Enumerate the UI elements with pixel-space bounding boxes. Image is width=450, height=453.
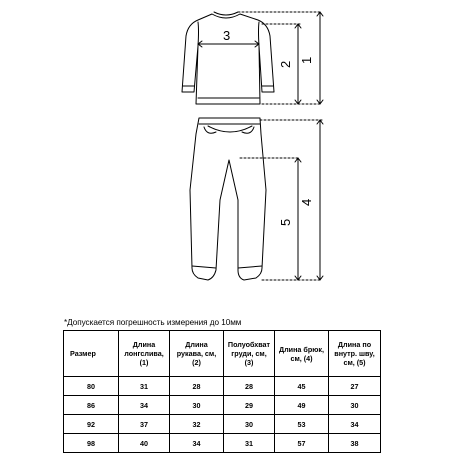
label-5: 5	[278, 218, 293, 226]
size-table	[63, 330, 381, 453]
table-cell: 40	[119, 434, 170, 453]
table-cell: 80	[64, 377, 119, 396]
table-cell: 49	[275, 396, 329, 415]
measure-inseam-line	[295, 158, 301, 280]
table-cell: 28	[170, 377, 224, 396]
longsleeve-outline	[182, 12, 274, 104]
table-cell: 98	[64, 434, 119, 453]
table-cell: 34	[329, 415, 381, 434]
measurement-note: *Допускается погрешность измерения до 10мм	[64, 318, 242, 327]
table-cell: 34	[119, 396, 170, 415]
label-2: 2	[278, 60, 293, 68]
header-pants-length: Длина брюк, см, (4)	[275, 331, 329, 377]
header-sleeve-length: Длина рукава, см, (2)	[170, 331, 224, 377]
table-header-row	[64, 331, 381, 377]
table-cell: 30	[170, 396, 224, 415]
table-cell: 28	[224, 377, 275, 396]
table-cell: 86	[64, 396, 119, 415]
table-cell: 45	[275, 377, 329, 396]
measure-longsleeve-line	[317, 12, 323, 104]
pants-outline	[190, 118, 266, 280]
table-cell: 31	[224, 434, 275, 453]
table-cell: 30	[224, 415, 275, 434]
table-cell: 38	[329, 434, 381, 453]
table-cell: 29	[224, 396, 275, 415]
header-half-chest: Полуобхват груди, см, (3)	[224, 331, 275, 377]
label-4: 4	[299, 198, 314, 206]
label-1: 1	[299, 56, 314, 64]
table-row	[64, 415, 381, 434]
table-cell: 37	[119, 415, 170, 434]
table-row	[64, 377, 381, 396]
table-cell: 57	[275, 434, 329, 453]
table-row	[64, 396, 381, 415]
table-cell: 31	[119, 377, 170, 396]
table-cell: 53	[275, 415, 329, 434]
label-3: 3	[223, 28, 231, 43]
table-cell: 92	[64, 415, 119, 434]
measure-pants-line	[317, 120, 323, 280]
table-cell: 30	[329, 396, 381, 415]
table-cell: 34	[170, 434, 224, 453]
header-longsleeve-length: Длина лонгслива, (1)	[119, 331, 170, 377]
table-cell: 32	[170, 415, 224, 434]
header-size: Размер	[64, 331, 119, 377]
header-inseam-length: Длина по внутр. шву, см, (5)	[329, 331, 381, 377]
table-cell: 27	[329, 377, 381, 396]
